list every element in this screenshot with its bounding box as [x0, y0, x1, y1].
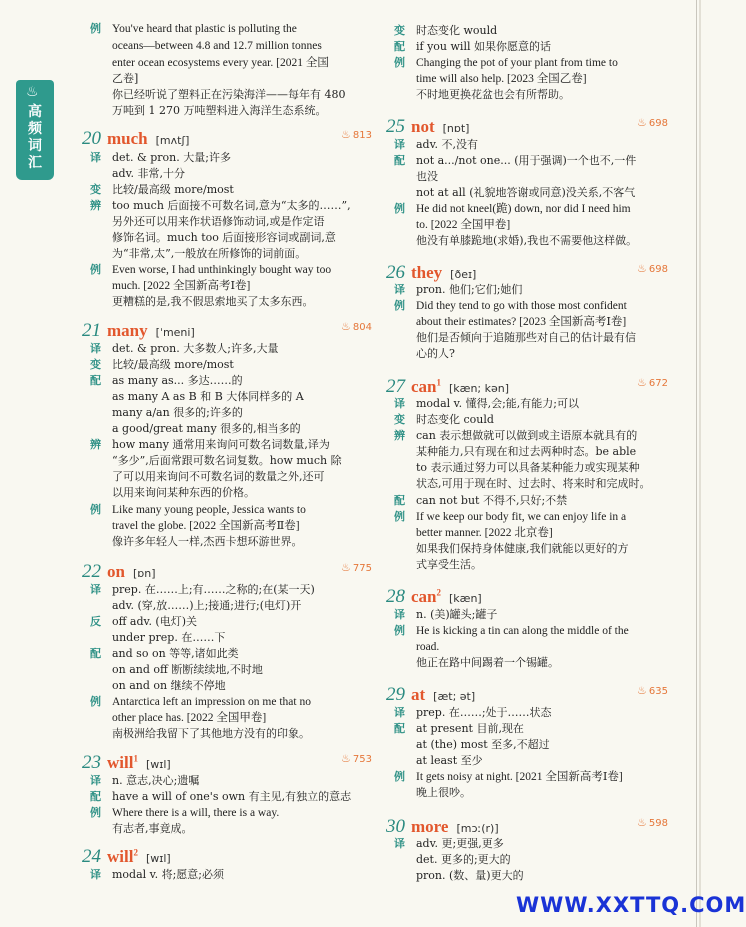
headword: many: [107, 321, 148, 340]
example-line: much. [2022 全国新高考Ⅰ卷]: [112, 280, 251, 292]
phonetic: [wɪl]: [145, 758, 171, 771]
flame-icon: ♨: [637, 684, 647, 697]
example-line: He did not kneel(跪) down, nor did I need him: [416, 203, 631, 215]
headword: can$^2$: [411, 587, 441, 606]
headword: on: [107, 562, 125, 581]
sidebar-tab: [16, 80, 54, 180]
definition: modal v. 懂得,会;能,有能力;可以: [416, 397, 579, 410]
usage-note: 某种能力,只有现在和过去两种时态。be able: [416, 445, 637, 458]
definition: prep. 在……;处于……状态: [416, 706, 552, 719]
example-line: other place has. [2022 全国甲卷]: [112, 712, 267, 724]
flame-icon: ♨: [341, 320, 351, 333]
phonetic: [mɔː(r)]: [456, 822, 499, 835]
example-translation: 如果我们保持身体健康,我们就能以更好的方: [416, 542, 629, 555]
example-translation: 不时地更换花盆也会有所帮助。: [416, 88, 570, 101]
example-line: If we keep our body fit, we can enjoy life in a: [416, 511, 627, 523]
example-line: road.: [416, 641, 440, 653]
frequency-badge: ♨ 635: [637, 684, 668, 697]
entry-number: 21: [82, 320, 101, 341]
example-translation: 像许多年轻人一样,杰西卡想环游世界。: [112, 535, 303, 548]
example-translation: 式享受生活。: [416, 558, 482, 571]
label-pei: 配: [394, 494, 405, 507]
label-yi: 译: [90, 774, 101, 787]
label-yi: 译: [394, 706, 405, 719]
page-edge-line: [696, 0, 697, 927]
inflection: 比较/最高级 more/most: [112, 358, 234, 371]
collocation: 也没: [416, 170, 438, 183]
flame-icon: ♨: [341, 128, 351, 141]
definition: modal v. 将;愿意;必须: [112, 868, 224, 881]
label-pei: 配: [394, 40, 405, 53]
label-pei: 配: [90, 790, 101, 803]
example-line: He is kicking a tin can along the middle of the: [416, 625, 629, 637]
flame-icon: ♨: [341, 561, 351, 574]
example-translation: 他们是否倾向于追随那些对自己的估计最有信: [416, 331, 636, 344]
collocation: can not but 不得不,只好;不禁: [416, 494, 568, 507]
phonetic: [kæn]: [449, 592, 482, 605]
phonetic: [wɪl]: [145, 852, 171, 865]
entry-heading-they: [386, 262, 668, 284]
inflection: 比较/最高级 more/most: [112, 183, 234, 196]
entry-number: 26: [386, 262, 405, 283]
definition: det. 更多的;更大的: [416, 853, 511, 866]
entry-number: 24: [82, 846, 101, 867]
example-line: to. [2022 全国甲卷]: [416, 219, 511, 231]
headword: can$^1$: [411, 377, 441, 396]
entry-heading-can2: [386, 586, 668, 608]
usage-note: 为“非常,太”,一般放在所修饰的词前面。: [112, 247, 307, 260]
frequency-badge: ♨ 753: [341, 752, 372, 765]
headword: at: [411, 685, 426, 704]
entry-number: 20: [82, 128, 101, 149]
label-li: 例: [90, 503, 101, 516]
example-line: enter ocean ecosystems every year. [2021 全国: [112, 57, 329, 69]
label-bian2: 辨: [90, 438, 101, 451]
entry-number: 28: [386, 586, 405, 607]
entry-heading-much: [82, 128, 372, 150]
example-line: Where there is a will, there is a way.: [112, 807, 280, 819]
inflection: 时态变化 would: [416, 24, 498, 37]
label-bian: 变: [394, 24, 405, 37]
phonetic: [ðeɪ]: [450, 268, 477, 281]
phonetic: [nɒt]: [442, 122, 470, 135]
example-line: oceans—between 4.8 and 12.7 million tonnes: [112, 40, 322, 52]
label-li: 例: [394, 624, 405, 637]
label-pei: 配: [394, 722, 405, 735]
example-translation: 南极洲给我留下了其他地方没有的印象。: [112, 727, 310, 740]
usage-note: how many 通常用来询问可数名词数量,译为: [112, 438, 330, 451]
usage-note: “多少”,后面常跟可数名词复数。how much 除: [112, 454, 342, 467]
example-line: Antarctica left an impression on me that no: [112, 696, 311, 708]
headword: more: [411, 817, 449, 836]
label-fan: 反: [90, 615, 101, 628]
entry-heading-more: [386, 816, 668, 838]
watermark: WWW.XXTTQ.COM: [516, 893, 746, 917]
usage-note: 另外还可以用来作状语修饰动词,或是作定语: [112, 215, 325, 228]
label-yi: 译: [90, 868, 101, 881]
flame-icon: ♨: [341, 752, 351, 765]
example-translation: 他正在路中间踢着一个锡罐。: [416, 656, 559, 669]
collocation: not a.../not one... (用于强调)一个也不,一件: [416, 154, 637, 167]
label-li: 例: [394, 510, 405, 523]
label-yi: 译: [394, 283, 405, 296]
example-line: Even worse, I had unthinkingly bought way too: [112, 264, 332, 276]
example-line: It gets noisy at night. [2021 全国新高考Ⅰ卷]: [416, 771, 623, 783]
label-li: 例: [394, 299, 405, 312]
entry-number: 23: [82, 752, 101, 773]
flame-icon: ♨: [637, 116, 647, 129]
example-translation: 晚上很吵。: [416, 786, 471, 799]
frequency-badge: ♨ 698: [637, 116, 668, 129]
definition: n. 意志,决心;遗嘱: [112, 774, 200, 787]
inflection: 时态变化 could: [416, 413, 494, 426]
page-edge-shadow: [699, 0, 701, 927]
frequency-badge: ♨ 698: [637, 262, 668, 275]
definition: adv. 更;更强,更多: [416, 837, 504, 850]
definition: adv. 不,没有: [416, 138, 478, 151]
definition: pron. (数、量)更大的: [416, 869, 524, 882]
usage-note: 修饰名词。much too 后面接形容词或副词,意: [112, 231, 336, 244]
usage-note: can 表示想做就可以做到或主语原本就具有的: [416, 429, 638, 442]
flame-icon: ♨: [26, 84, 39, 100]
label-pei: 配: [394, 154, 405, 167]
collocation: on and on 继续不停地: [112, 679, 226, 692]
label-yi: 译: [394, 397, 405, 410]
example-translation: 有志者,事竟成。: [112, 822, 193, 835]
phonetic: [mʌtʃ]: [155, 134, 190, 147]
headword: much: [107, 129, 148, 148]
definition: adv. (穿,放……)上;接通;进行;(电灯)开: [112, 599, 302, 612]
entry-heading-on: [82, 561, 372, 583]
label-yi: 译: [90, 151, 101, 164]
label-li: 例: [394, 202, 405, 215]
antonym: off adv. (电灯)关: [112, 615, 198, 628]
definition: adv. 非常,十分: [112, 167, 185, 180]
definition: prep. 在……上;有……之称的;在(某一天): [112, 583, 315, 596]
example-line: better manner. [2022 北京卷]: [416, 527, 553, 539]
headword: they: [411, 263, 443, 282]
frequency-badge: ♨ 804: [341, 320, 372, 333]
usage-note: 了可以用来询问不可数名词的数量之外,还可: [112, 470, 325, 483]
label-yi: 译: [394, 608, 405, 621]
entry-heading-many: [82, 320, 372, 342]
entry-number: 25: [386, 116, 405, 137]
usage-note: 以用来询问某种东西的价格。: [112, 486, 255, 499]
collocation: as many as... 多达……的: [112, 374, 243, 387]
entry-number: 27: [386, 376, 405, 397]
collocation: at present 目前,现在: [416, 722, 524, 735]
phonetic: [ɒn]: [132, 567, 156, 580]
label-bian: 变: [90, 358, 101, 371]
phonetic: [ˈmeni]: [155, 326, 195, 339]
example-translation: 万吨到 1 270 万吨塑料进入海洋生态系统。: [112, 104, 327, 117]
example-line: Changing the pot of your plant from time to: [416, 57, 618, 69]
label-bian2: 辨: [90, 199, 101, 212]
label-yi: 译: [90, 342, 101, 355]
label-li: 例: [90, 263, 101, 276]
entry-heading-not: [386, 116, 668, 138]
entry-number: 22: [82, 561, 101, 582]
example-translation: 更糟糕的是,我不假思索地买了太多东西。: [112, 295, 314, 308]
example-line: time will also help. [2023 全国乙卷]: [416, 73, 587, 85]
label-li: 例: [90, 806, 101, 819]
collocation: many a/an 很多的;许多的: [112, 406, 243, 419]
headword: not: [411, 117, 435, 136]
label-li: 例: [394, 770, 405, 783]
collocation: on and off 断断续续地,不时地: [112, 663, 263, 676]
definition: pron. 他们;它们;她们: [416, 283, 523, 296]
definition: n. (美)罐头;罐子: [416, 608, 498, 621]
usage-note: to 表示通过努力可以具备某种能力或实现某种: [416, 461, 640, 474]
frequency-badge: ♨ 672: [637, 376, 668, 389]
label-li: 例: [90, 22, 101, 35]
usage-note: 状态,可用于现在时、过去时、将来时和完成时。: [416, 477, 651, 490]
example-line: about their estimates? [2023 全国新高考Ⅰ卷]: [416, 316, 627, 328]
frequency-badge: ♨ 598: [637, 816, 668, 829]
example-line: Did they tend to go with those most confident: [416, 300, 627, 312]
collocation: not at all (礼貌地答谢或同意)没关系,不客气: [416, 186, 636, 199]
entry-heading-can1: [386, 376, 668, 398]
example-translation: 你已经听说了塑料正在污染海洋——每年有 480: [112, 88, 346, 101]
label-bian2: 辨: [394, 429, 405, 442]
collocation: and so on 等等,诸如此类: [112, 647, 239, 660]
example-line: You've heard that plastic is polluting the: [112, 23, 297, 35]
phonetic: [kæn; kən]: [449, 382, 510, 395]
definition: det. & pron. 大多数人;许多,大量: [112, 342, 279, 355]
label-bian: 变: [90, 183, 101, 196]
phonetic: [æt; ət]: [433, 690, 476, 703]
label-yi: 译: [394, 837, 405, 850]
example-line: travel the globe. [2022 全国新高考Ⅱ卷]: [112, 520, 300, 532]
example-translation: 他没有单膝跪地(求婚),我也不需要他这样做。: [416, 234, 638, 247]
label-yi: 译: [90, 583, 101, 596]
example-line: Like many young people, Jessica wants to: [112, 504, 306, 516]
collocation: at (the) most 至多,不超过: [416, 738, 550, 751]
usage-note: too much 后面接不可数名词,意为“太多的……”,: [112, 199, 351, 212]
collocation: at least 至少: [416, 754, 483, 767]
headword: will$^2$: [107, 847, 138, 866]
flame-icon: ♨: [637, 376, 647, 389]
entry-number: 29: [386, 684, 405, 705]
collocation: have a will of one's own 有主见,有独立的意志: [112, 790, 352, 803]
collocation: if you will 如果你愿意的话: [416, 40, 551, 53]
label-bian: 变: [394, 413, 405, 426]
example-translation: 心的人?: [416, 347, 455, 360]
frequency-badge: ♨ 775: [341, 561, 372, 574]
collocation: a good/great many 很多的,相当多的: [112, 422, 301, 435]
flame-icon: ♨: [637, 262, 647, 275]
example-line: 乙卷]: [112, 72, 139, 85]
label-pei: 配: [90, 374, 101, 387]
label-li: 例: [394, 56, 405, 69]
entry-heading-will2: [82, 846, 372, 868]
label-li: 例: [90, 695, 101, 708]
sidebar-title: 高频词汇: [28, 104, 42, 171]
entry-heading-at: [386, 684, 668, 706]
frequency-badge: ♨ 813: [341, 128, 372, 141]
entry-heading-will1: [82, 752, 372, 774]
flame-icon: ♨: [637, 816, 647, 829]
antonym: under prep. 在……下: [112, 631, 226, 644]
label-pei: 配: [90, 647, 101, 660]
entry-number: 30: [386, 816, 405, 837]
collocation: as many A as B 和 B 大体同样多的 A: [112, 390, 304, 403]
definition: det. & pron. 大量;许多: [112, 151, 231, 164]
label-yi: 译: [394, 138, 405, 151]
headword: will$^1$: [107, 753, 138, 772]
